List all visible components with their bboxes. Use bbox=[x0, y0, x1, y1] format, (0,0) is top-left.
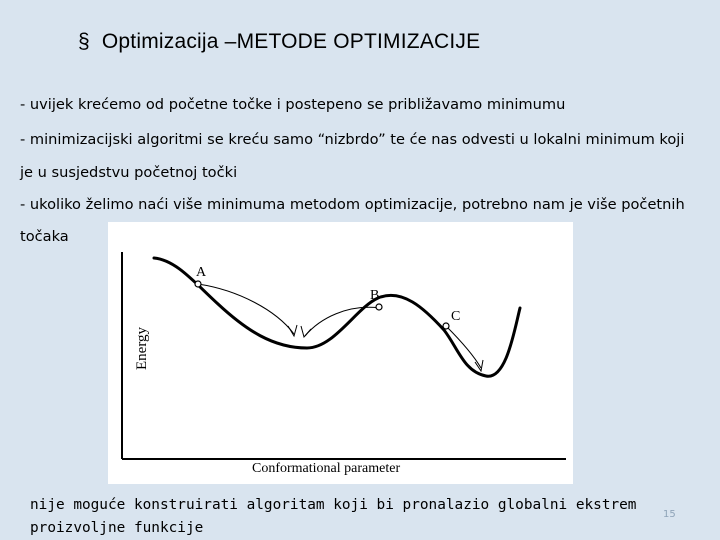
title-bullet: § bbox=[78, 30, 90, 53]
text-line-2: - minimizacijski algoritmi se kreću samo “nizbrdo” te će nas odvesti u lokalni minimum koji bbox=[20, 131, 685, 148]
text-line-5: točaka bbox=[20, 228, 69, 245]
point-c-label: C bbox=[451, 309, 461, 324]
x-axis-label: Conformational parameter bbox=[252, 461, 401, 476]
y-axis-label: Energy bbox=[134, 326, 150, 370]
point-b-marker bbox=[376, 304, 382, 310]
point-b-label: B bbox=[370, 288, 380, 303]
energy-curve bbox=[154, 258, 520, 376]
energy-landscape-figure bbox=[108, 222, 573, 484]
point-a-marker bbox=[195, 281, 201, 287]
energy-landscape-svg bbox=[108, 222, 573, 484]
text-line-3: je u susjedstvu početnoj točki bbox=[20, 164, 238, 181]
text-line-1: - uvijek krećemo od početne točke i postepeno se približavamo minimumu bbox=[20, 96, 566, 113]
point-a-label: A bbox=[196, 265, 207, 280]
point-c-marker bbox=[443, 323, 449, 329]
text-line-4: - ukoliko želimo naći više minimuma metodom optimizacije, potrebno nam je više početnih bbox=[20, 196, 685, 213]
slide-title bbox=[78, 30, 480, 54]
arrow-b-left bbox=[305, 307, 380, 336]
page-number: 15 bbox=[663, 509, 676, 520]
title-text: Optimizacija –METODE OPTIMIZACIJE bbox=[101, 30, 481, 53]
arrowhead-a-right bbox=[288, 325, 297, 336]
footer-note: nije moguće konstruirati algoritam koji bi pronalazio globalni ekstrem proizvoljne funkcije bbox=[30, 497, 637, 536]
